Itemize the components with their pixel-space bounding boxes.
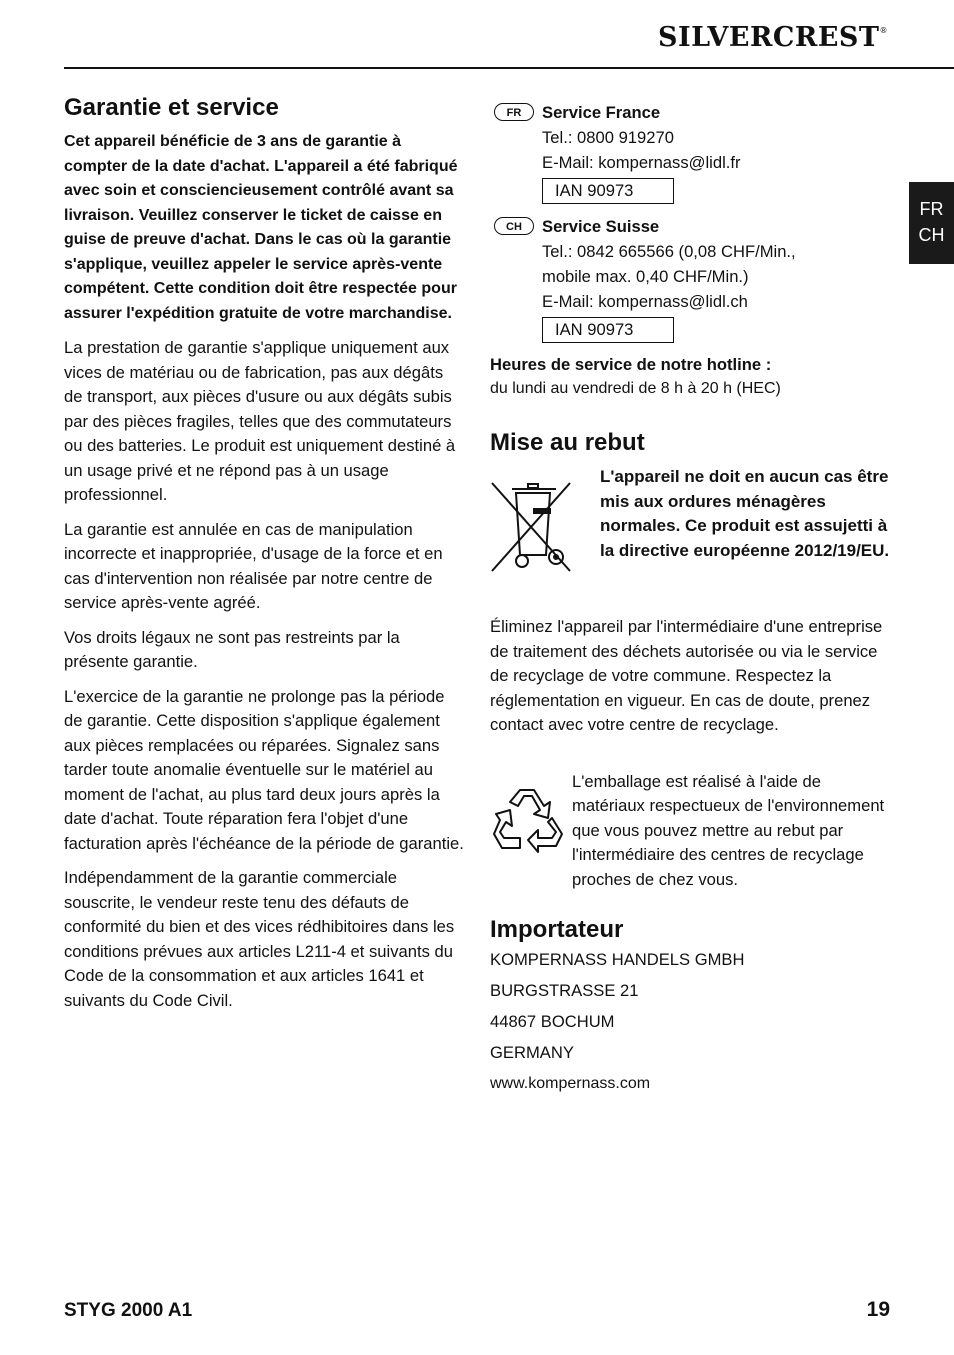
- disposal-block: [490, 465, 890, 615]
- language-tab: [909, 182, 954, 264]
- packaging-block: [490, 770, 890, 900]
- crossed-bin-icon: [490, 479, 574, 575]
- lang-fr: FR: [919, 199, 944, 219]
- brand-logo: SILVERCREST®: [658, 22, 888, 53]
- service-france: [490, 100, 890, 204]
- importer-company: KOMPERNASS HANDELS GMBH: [490, 949, 745, 969]
- ian-box-ch: IAN 90973: [542, 317, 674, 343]
- service-suisse: [490, 214, 890, 343]
- warranty-paragraph-2: La garantie est annulée en cas de manipulation incorrecte et inappropriée, d'usage de la force et en cas d'intervention non réalisée par notre centre de service après-vente agréé.: [64, 519, 443, 612]
- ian-box-fr: IAN 90973: [542, 178, 674, 204]
- warranty-paragraph-3: Vos droits légaux ne sont pas restreints par la présente garantie.: [64, 627, 400, 671]
- packaging-text: L'emballage est réalisé à l'aide de matériaux respectueux de l'environnement que vous pouvez mettre au rebut par l'intermédiaire des centres de recyclage proches de chez vous.: [572, 771, 885, 889]
- importer-street: BURGSTRASSE 21: [490, 980, 639, 1000]
- page-number: 19: [866, 1298, 890, 1321]
- importer-city: 44867 BOCHUM: [490, 1011, 615, 1031]
- recycle-icon: [490, 786, 566, 858]
- hotline-hours: du lundi au vendredi de 8 h à 20 h (HEC): [490, 380, 781, 397]
- warranty-heading: Garantie et service: [64, 94, 279, 121]
- fr-badge: FR: [494, 103, 534, 121]
- service-france-tel: Tel.: 0800 919270: [542, 128, 674, 147]
- warranty-paragraph-1: La prestation de garantie s'applique uniquement aux vices de matériau ou de fabrication, pas aux dégâts de transport, aux pièces d'usure ou aux dégâts subis par des pièces fragiles, telles que des commutateurs ou des batteries. Le produit est uniquement destiné à un usage privé et ne répond pas à un usage professionnel.: [64, 338, 456, 504]
- warranty-intro: Cet appareil bénéficie de 3 ans de garantie à compter de la date d'achat. L'appareil a été fabriqué avec soin et consciencieusement contrôlé avant sa livraison. Veuillez conserver le ticket de caisse en guise de preuve d'achat. Dans le cas où la garantie s'applique, veuillez appeler le service après-vente compétent. Cette condition doit être respectée pour assurer l'expédition gratuite de votre marchandise.: [64, 133, 458, 322]
- importer-country: GERMANY: [490, 1042, 574, 1062]
- importer-url: www.kompernass.com: [490, 1074, 651, 1092]
- service-suisse-email: E-Mail: kompernass@lidl.ch: [542, 292, 748, 311]
- service-suisse-tel: Tel.: 0842 665566 (0,08 CHF/Min.,: [542, 242, 796, 261]
- disposal-warning: L'appareil ne doit en aucun cas être mis aux ordures ménagères normales. Ce produit est assujetti à la directive européenne 2012/19/EU.: [600, 467, 890, 560]
- service-suisse-title: Service Suisse: [542, 217, 660, 236]
- importer-heading: Importateur: [490, 915, 624, 943]
- warranty-paragraph-5: Indépendamment de la garantie commerciale souscrite, le vendeur reste tenu des défauts de conformité du bien et des vices rédhibitoires dans les conditions prévues aux articles L211-4 et suivants du Code de la consommation et aux articles 1641 et suivants du Code Civil.: [64, 868, 455, 1010]
- lang-ch: CH: [918, 225, 945, 245]
- service-france-title: Service France: [542, 103, 661, 122]
- service-france-email: E-Mail: kompernass@lidl.fr: [542, 153, 741, 172]
- disposal-heading: Mise au rebut: [490, 429, 645, 456]
- disposal-text: Éliminez l'appareil par l'intermédiaire d'une entreprise de traitement des déchets autorisée ou via le service de recyclage de votre commune. Respectez la réglementation en vigueur. En cas de doute, prenez contact avec votre centre de recyclage.: [490, 617, 883, 734]
- header-rule: [64, 67, 954, 69]
- service-suisse-tel-mobile: mobile max. 0,40 CHF/Min.): [542, 267, 749, 286]
- ch-badge: CH: [494, 217, 534, 235]
- model-number: STYG 2000 A1: [64, 1300, 193, 1321]
- hotline-title: Heures de service de notre hotline :: [490, 355, 772, 374]
- right-column: [490, 100, 890, 1103]
- left-column: [64, 92, 466, 1023]
- warranty-paragraph-4: L'exercice de la garantie ne prolonge pas la période de garantie. Cette disposition s'applique également aux pièces remplacées ou réparées. Signalez sans tarder toute anomalie éventuelle sur le matériel au moment de l'achat, au plus tard deux jours après la date d'achat. Toute réparation fera l'objet d'une facturation après l'échéance de la période de garantie.: [64, 686, 464, 853]
